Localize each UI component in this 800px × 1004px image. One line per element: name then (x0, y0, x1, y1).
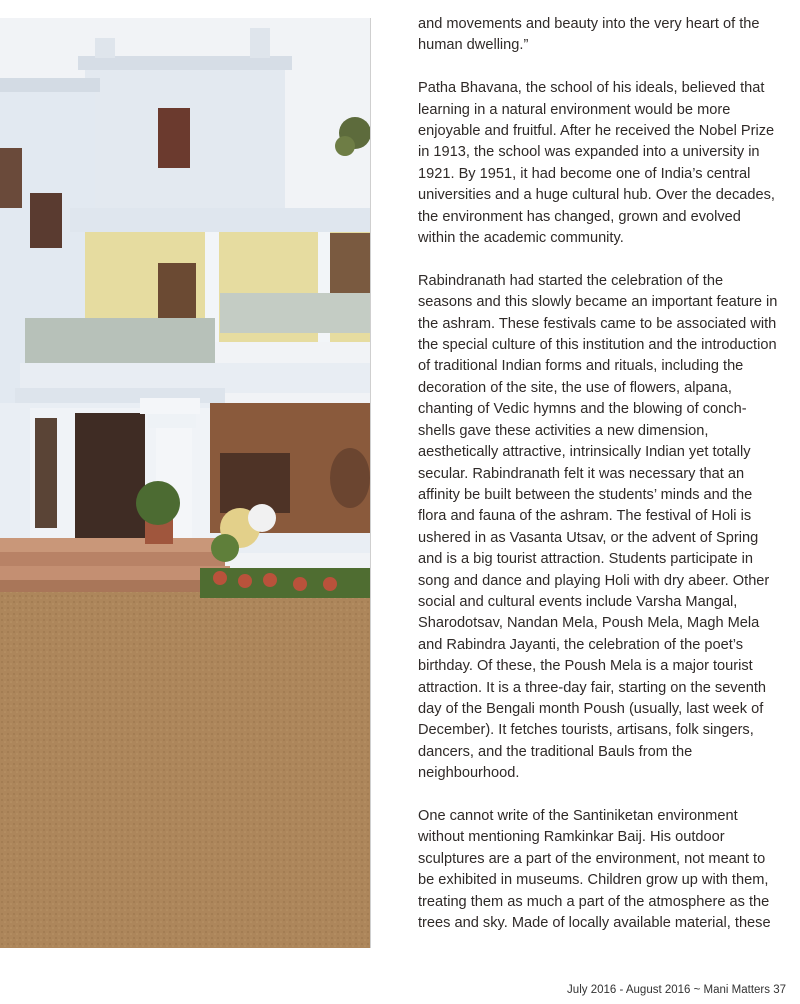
article-body (418, 14, 778, 956)
article-paragraph: One cannot write of the Santiniketan environment without mentioning Ramkinkar Baij. His outdoor sculptures are a part of the environment, not meant to be exhibited in museums. Children grow up with them, treating them as much a part of the atmosphere as the trees and sky. Made of locally available material, these (418, 807, 771, 932)
article-paragraph: Rabindranath had started the celebration of the seasons and this slowly became an important feature in the ashram. These festivals came to be associated with the special culture of this institution and the introduction of traditional Indian forms and rituals, including the decoration of the site, the use of flowers, alpana, chanting of Vedic hymns and the blowing of conch-shells gave these activities a new dimension, aesthetically attractive, intrinsically Indian yet totally secular. Rabindranath felt it was necessary that an affinity be built between the students’ minds and the flora and fauna of the ashram. The festival of Holi is ushered in as Vasanta Utsav, or the advent of Spring and is a big tourist attraction. Students participate in song and dance and playing Holi with dry abeer. Other social and cultural events include Varsha Mangal, Sharodotsav, Nandan Mela, Poush Mela, Magh Mela and Rabindra Jayanti, the celebration of the poet’s birthday. Of these, the Poush Mela is a major tourist attraction. It is a three-day fair, starting on the seventh day of the Bengali month Poush (usually, last week of December). It fetches tourists, artisans, folk singers, dancers, and the traditional Bauls from the neighbourhood. (418, 272, 778, 782)
article-paragraph: and movements and beauty into the very heart of the human dwelling.” (418, 16, 760, 54)
building-photo (0, 18, 371, 948)
article-paragraph: Patha Bhavana, the school of his ideals, believed that learning in a natural environment would be more enjoyable and fruitful. After he received the Nobel Prize in 1913, the school was expanded into a university in 1921. By 1951, it had become one of India’s central universities and a huge cultural hub. Over the decades, the environment has changed, grown and evolved within the academic community. (418, 80, 775, 247)
page-footer: July 2016 - August 2016 ~ Mani Matters 37 (567, 984, 786, 996)
